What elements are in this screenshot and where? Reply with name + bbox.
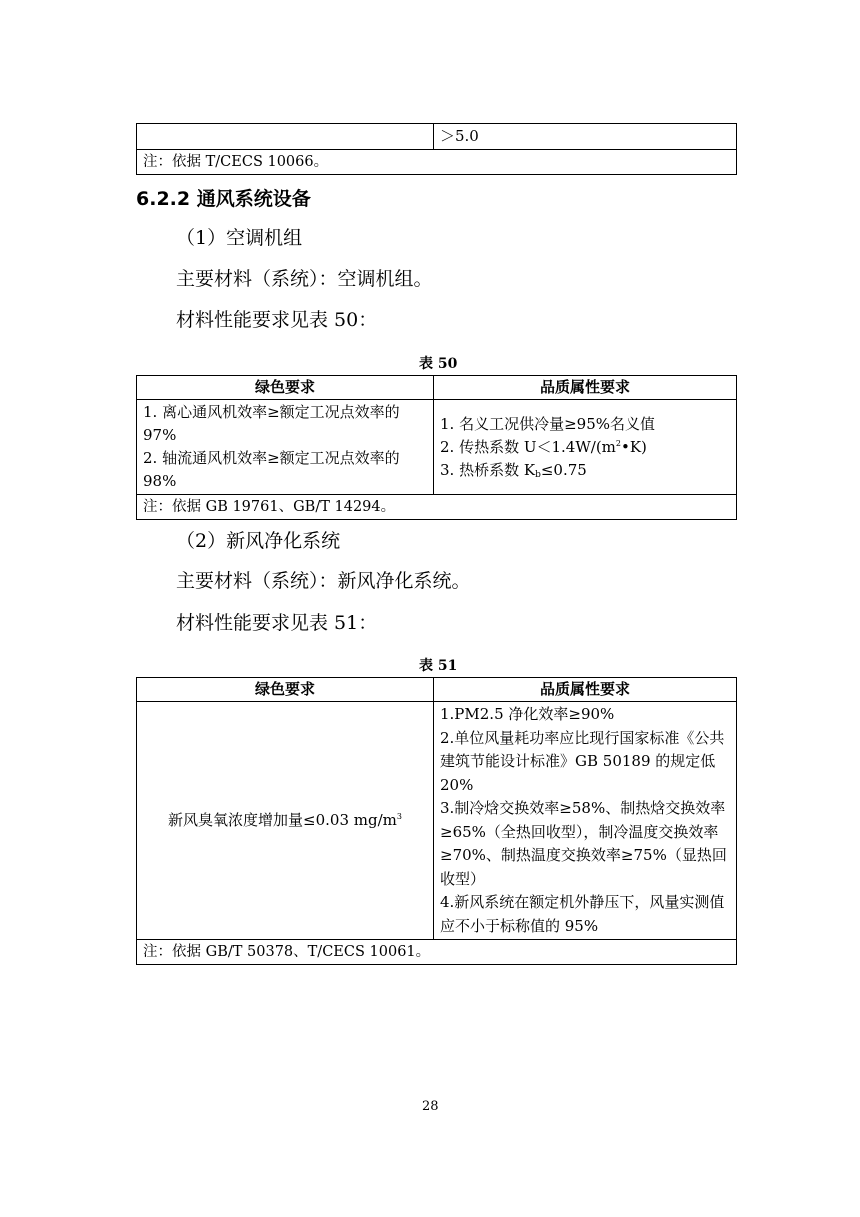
table50-header-green: 绿色要求 [137,376,434,400]
page-number: 28 [422,1099,439,1114]
top-table-value-cell: ＞5.0 [434,124,737,150]
part1-ref: 材料性能要求见表 50： [176,309,378,331]
table51-quality-cell [434,702,737,940]
part1-title: （1）空调机组 [176,227,303,249]
table50-green-item: 2. 轴流通风机效率≥额定工况点效率的 98% [143,449,400,490]
table50-quality-item: 3. 热桥系数 $K_b\le 0.75$ [440,460,587,480]
top-table-empty-cell [137,124,434,150]
part1-material: 主要材料（系统）：空调机组。 [176,268,433,290]
table50-quality-item: 2. 传热系数 $U<1.4W/(m^2•K)$ [440,437,647,456]
table51-caption: 表 51 [419,658,458,674]
table50-green-cell [137,400,434,495]
part2-ref: 材料性能要求见表 51： [176,612,378,634]
table51-header-green: 绿色要求 [137,678,434,702]
table-50 [136,375,737,520]
part2-material: 主要材料（系统）：新风净化系统。 [176,570,471,592]
section-heading: 6.2.2 通风系统设备 [136,188,311,210]
table51-green-cell: 新风臭氧浓度增加量≤0.03 $mg/m^3$ [137,702,434,940]
table51-quality-item: 4.新风系统在额定机外静压下，风量实测值应不小于标称值的 95% [440,893,725,935]
table-51 [136,677,737,965]
table50-caption: 表 50 [419,356,458,372]
table51-quality-item: 2.单位风量耗功率应比现行国家标准《公共建筑节能设计标准》GB 50189 的规定低 20% [440,728,725,794]
table50-header-quality: 品质属性要求 [434,376,737,400]
table50-quality-cell [434,400,737,495]
table50-note: 注：依据 GB 19761、GB/T 14294。 [137,495,737,520]
top-table [136,123,737,175]
table50-green-item: 1. 离心通风机效率≥额定工况点效率的 97% [143,403,400,444]
table51-note: 注：依据 GB/T 50378、T/CECS 10061。 [137,940,737,965]
top-table-note: 注：依据 T/CECS 10066。 [137,150,737,175]
table51-quality-item: 1.PM2.5 净化效率≥90% [440,705,615,723]
table51-header-quality: 品质属性要求 [434,678,737,702]
table51-quality-item: 3.制冷焓交换效率≥58%、制热焓交换效率≥65%（全热回收型），制冷温度交换效率≥70%、制热温度交换效率≥75%（显热回收型） [440,799,727,888]
table50-quality-item: 1. 名义工况供冷量≥95%名义值 [440,414,655,433]
part2-title: （2）新风净化系统 [176,530,341,552]
